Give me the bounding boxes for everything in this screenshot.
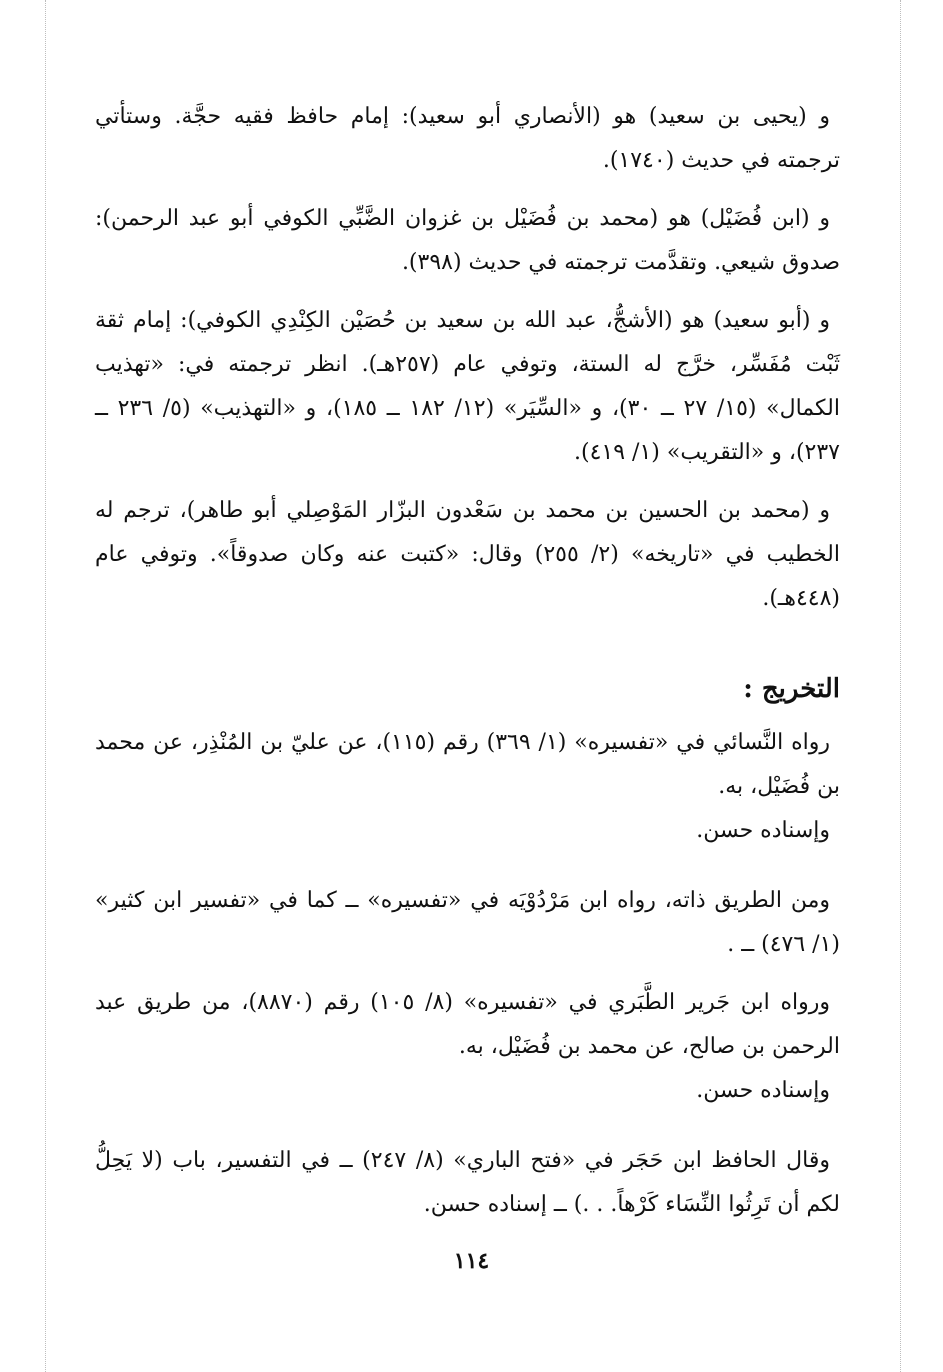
takhrij-tabari: ورواه ابن جَرير الطَّبَري في «تفسيره» (٨/ ١٠٥) رقم (٨٨٧٠)، من طريق عبد الرحمن بن صالح، عن محمد بن فُضَيْل، به.	[95, 990, 840, 1059]
spacer	[95, 853, 840, 879]
left-margin-guide	[45, 0, 46, 1372]
takhrij-nasai: رواه النَّسائي في «تفسيره» (١/ ٣٦٩) رقم (١١٥)، عن عليّ بن المُنْذِر، عن محمد بن فُضَيْل، به.	[95, 730, 840, 799]
takhrij-nasai-note: وإسناده حسن.	[696, 818, 830, 843]
page-content	[95, 95, 840, 1227]
narrator-ibn-fudayl: و (ابن فُضَيْل) هو (محمد بن فُضَيْل بن غزوان الضَّبِّي الكوفي أبو عبد الرحمن): صدوق شيعي. وتقدَّمت ترجمته في حديث (٣٩٨).	[95, 206, 840, 275]
page-number: ١١٤	[453, 1248, 490, 1274]
takhrij-ibn-hajar: وقال الحافظ ابن حَجَر في «فتح الباري» (٨/ ٢٤٧) ــ في التفسير، باب (لا يَحِلُّ لكم أن تَرِثُوا النِّسَاء كَرْهاً. . .) ــ إسناده حسن.	[95, 1148, 840, 1217]
right-margin-guide	[900, 0, 901, 1372]
narrator-yahya: و (يحيى بن سعيد) هو (الأنصاري أبو سعيد): إمام حافظ فقيه حجَّة. وستأتي ترجمته في حديث (١٧٤٠).	[95, 104, 840, 173]
takhrij-ibn-marduyah: ومن الطريق ذاته، رواه ابن مَرْدُوْيَه في «تفسيره» ــ كما في «تفسير ابن كثير» (١/ ٤٧٦) ــ .	[95, 888, 840, 957]
narrator-abu-said: و (أبو سعيد) هو (الأشجُّ، عبد الله بن سعيد بن حُصَيْن الكِنْدِي الكوفي): إمام ثقة ثَبْت مُفَسِّر، خرَّج له الستة، وتوفي عام (٢٥٧هـ). انظر ترجمته في: «تهذيب الكمال» (١٥/ ٢٧ ــ ٣٠)، و «السِّيَر» (١٢/ ١٨٢ ــ ١٨٥)، و «التهذيب» (٥/ ٢٣٦ ــ ٢٣٧)، و «التقريب» (١/ ٤١٩).	[95, 308, 840, 465]
takhrij-heading: التخريج :	[743, 674, 840, 704]
narrator-abu-tahir: و (محمد بن الحسين بن محمد بن سَعْدون البزّار المَوْصِلي أبو طاهر)، ترجم له الخطيب في «تاريخه» (٢/ ٢٥٥) وقال: «كتبت عنه وكان صدوقاً». وتوفي عام (٤٤٨هـ).	[95, 498, 840, 611]
spacer	[95, 1113, 840, 1139]
takhrij-tabari-note: وإسناده حسن.	[696, 1078, 830, 1103]
